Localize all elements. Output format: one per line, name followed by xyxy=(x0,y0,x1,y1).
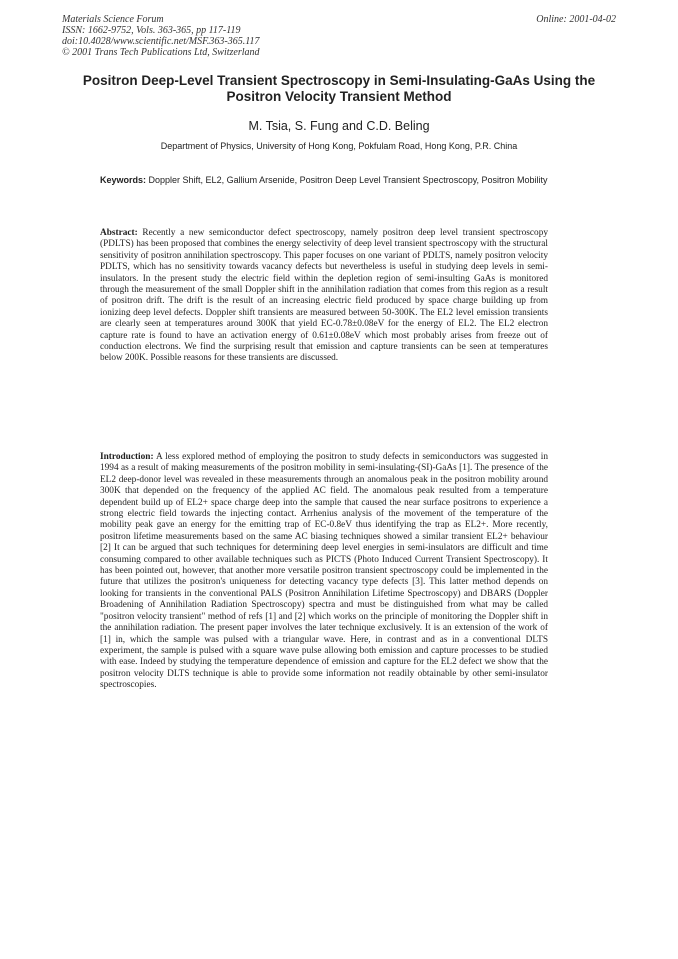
copyright-line: © 2001 Trans Tech Publications Ltd, Switzerland xyxy=(62,47,260,58)
paper-authors: M. Tsia, S. Fung and C.D. Beling xyxy=(248,119,430,133)
abstract-text: Recently a new semiconductor defect spectroscopy, namely positron deep level transient spectroscopy (PDLTS) has been proposed that combines the energy selectivity of deep level transient spectroscopy with the structural sensitivity of positron annihilation spectroscopy. This paper focuses on one variant of PDLTS, namely positron velocity PDLTS, which has no sensitivity towards vacancy defects but nevertheless is useful in studying deep levels in semi-insulators. In the present study the electric field within the depletion region of semi-insulting GaAs is monitored through the measurement of the small Doppler shift in the annihilation radiation that comes from this region as a result of positron drift. The drift is the result of an increasing electric field produced by space charge building up from ionizing deep level defects. Doppler shift transients are measured between 50-300K. The EL2 level emission transients are clearly seen at temperatures around 300K that yield EC-0.78±0.08eV for the energy of EL2. The EL2 electron capture rate is found to have an activation energy of 0.61±0.08eV which most probably arises from freeze out of conduction electrons. We find the surprising result that emission and capture transients can be seen at temperatures below 200K. Possible reasons for these transients are discussed. xyxy=(100,228,548,364)
abstract-block xyxy=(100,228,548,365)
doi-line: doi:10.4028/www.scientific.net/MSF.363-365.117 xyxy=(62,36,260,47)
keywords-text: Doppler Shift, EL2, Gallium Arsenide, Positron Deep Level Transient Spectroscopy, Positron Mobility xyxy=(148,175,548,185)
introduction-block xyxy=(100,452,548,692)
paper-title: Positron Deep-Level Transient Spectroscopy in Semi-Insulating-GaAs Using the Positron Velocity Transient Method xyxy=(82,73,596,104)
introduction-text: A less explored method of employing the positron to study defects in semiconductors was suggested in 1994 as a result of making measurements of the positron mobility in semi-insulating-(SI)-GaAs [1]. The presence of the EL2 deep-donor level was revealed in these measurements through an anomalous peak in the positron mobility around 300K that depended on the frequency of the applied AC field. The anomalous peak resulted from a temperature dependent build up of EL2+ space charge deep into the sample that caused the near surface positrons to experience a strong electric field towards the injecting contact. Arrhenius analysis of the movement of the temperature of the mobility peak gave an energy for the emitting trap of EC-0.8eV thus identifying the trap as EL2+. More recently, positron lifetime measurements based on the same AC biasing techniques showed a similar transient EL2+ behaviour [2] It can be argued that such techniques for determining deep level energies in semi-insulators are difficult and time consuming compared to other available techniques such as PICTS (Photo Induced Current Transient Spectroscopy). It has been pointed out, however, that another more versatile positron transient spectroscopy could be implemented in the future that utilizes the positron's uniqueness for detecting vacancy type defects [3]. This latter method depends on looking for transients in the conventional PALS (Positron Annihilation Lifetime Spectroscopy) and DBARS (Doppler Broadening of Annihilation Radiation Spectroscopy) spectra and must be distinguished from what may be called "positron velocity transient" method of refs [1] and [2] which works on the principle of monitoring the Doppler shift in the annihilation radiation. The present paper involves the later technique exclusively. It is an extension of the work of [1] in, which the sample was pulsed with a triangular wave. Here, in contrast and as in a conventional DLTS experiment, the sample is pulsed with a square wave pulse allowing both emission and capture processes to be studied with ease. Indeed by studying the temperature dependence of emission and capture for the EL2 defect we show that the positron velocity DLTS technique is able to provide some information not readily obtainable by other semi-insulator spectroscopies. xyxy=(100,452,548,691)
keywords-block xyxy=(100,175,548,186)
issn-line: ISSN: 1662-9752, Vols. 363-365, pp 117-119 xyxy=(62,25,241,36)
online-date: Online: 2001-04-02 xyxy=(536,14,616,25)
journal-name: Materials Science Forum xyxy=(62,14,164,25)
introduction-label: Introduction: xyxy=(100,452,154,462)
affiliation: Department of Physics, University of Hong Kong, Pokfulam Road, Hong Kong, P.R. China xyxy=(160,141,518,151)
abstract-label: Abstract: xyxy=(100,228,138,238)
keywords-label: Keywords: xyxy=(100,175,147,185)
journal-header xyxy=(62,14,260,58)
